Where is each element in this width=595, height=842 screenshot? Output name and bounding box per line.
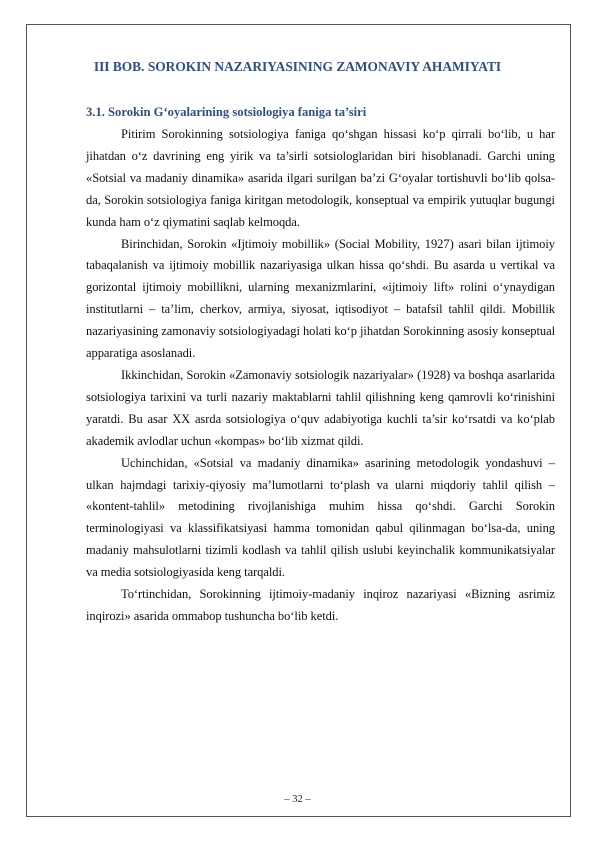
paragraph-first: Birinchidan, Sorokin «Ijtimoiy mobillik» (Social Mobility, 1927) asari bilan ijtimoiy tabaqalanish va ijtimoiy mobillik nazariyasiga ulkan hissa qo‘shdi. Bu asarda u vertikal va gorizontal ijtimoiy mobillikni, ularning mexanizmlarini, «ijtimoiy lift» rolini o‘ynaydigan institutlarni – ta’lim, cherkov, armiya, siyosat, iqtisodiyot – batafsil tahlil qildi. Mobillik nazariyasining zamonaviy sotsiologiyadagi holati ko‘p jihatdan Sorokinning asosiy konseptual apparatiga asoslanadi.: [86, 236, 555, 361]
section-title: 3.1. Sorokin G‘oyalarining sotsiologiya faniga ta’siri: [86, 105, 367, 119]
paragraph-intro: Pitirim Sorokinning sotsiologiya faniga qo‘shgan hissasi ko‘p qirrali bo‘lib, u har jihatdan o‘z davrining eng yirik va ta’sirli sotsiologlaridan biri hisoblanadi. Garchi uning «Sotsial va madaniy dinamika» asarida ilgari surilgan ba’zi G‘oyalar tortishuvli bo‘lib qolsa-da, Sorokin sotsiologiya faniga kiritgan metodologik, konseptual va empirik yutuqlar bugungi kunda ham o‘z qiymatini saqlab kelmoqda.: [86, 127, 555, 229]
paragraph-fourth: To‘rtinchidan, Sorokinning ijtimoiy-madaniy inqiroz nazariyasi «Bizning asrimiz inqirozi» asarida ommabop tushuncha bo‘lib ketdi.: [86, 587, 555, 623]
chapter-title: III BOB. SOROKIN NAZARIYASINING ZAMONAVIY AHAMIYATI: [93, 59, 502, 74]
page-number: – 32 –: [284, 794, 311, 805]
body-text: [86, 124, 555, 628]
paragraph-second: Ikkinchidan, Sorokin «Zamonaviy sotsiologik nazariyalar» (1928) va boshqa asarlarida sotsiologiya tarixini va turli nazariy maktablarni tahlil qilishning keng qamrovli ko‘rinishini yaratdi. Bu asar XX asrda sotsiologiya o‘quv adabiyotiga kuchli ta’sir ko‘rsatdi va ko‘plab akademik avlodlar uchun «kompas» bo‘lib xizmat qildi.: [86, 367, 555, 448]
paragraph-third: Uchinchidan, «Sotsial va madaniy dinamika» asarining metodologik yondashuvi – ulkan hajmdagi tarixiy-qiyosiy ma’lumotlarni to‘plash va ularni miqdoriy tahlil qilish – «kontent-tahlil» metodining rivojlanishiga muhim hissa qo‘shdi. Garchi Sorokin terminologiyasi va klassifikatsiyasi hamma tomonidan qabul qilinmagan bo‘lsa-da, uning madaniy mahsulotlarni tizimli kodlash va tahlil qilish uslubi keyinchalik kommunikatsiyalar va media sotsiologiyasida keng tarqaldi.: [86, 455, 555, 580]
